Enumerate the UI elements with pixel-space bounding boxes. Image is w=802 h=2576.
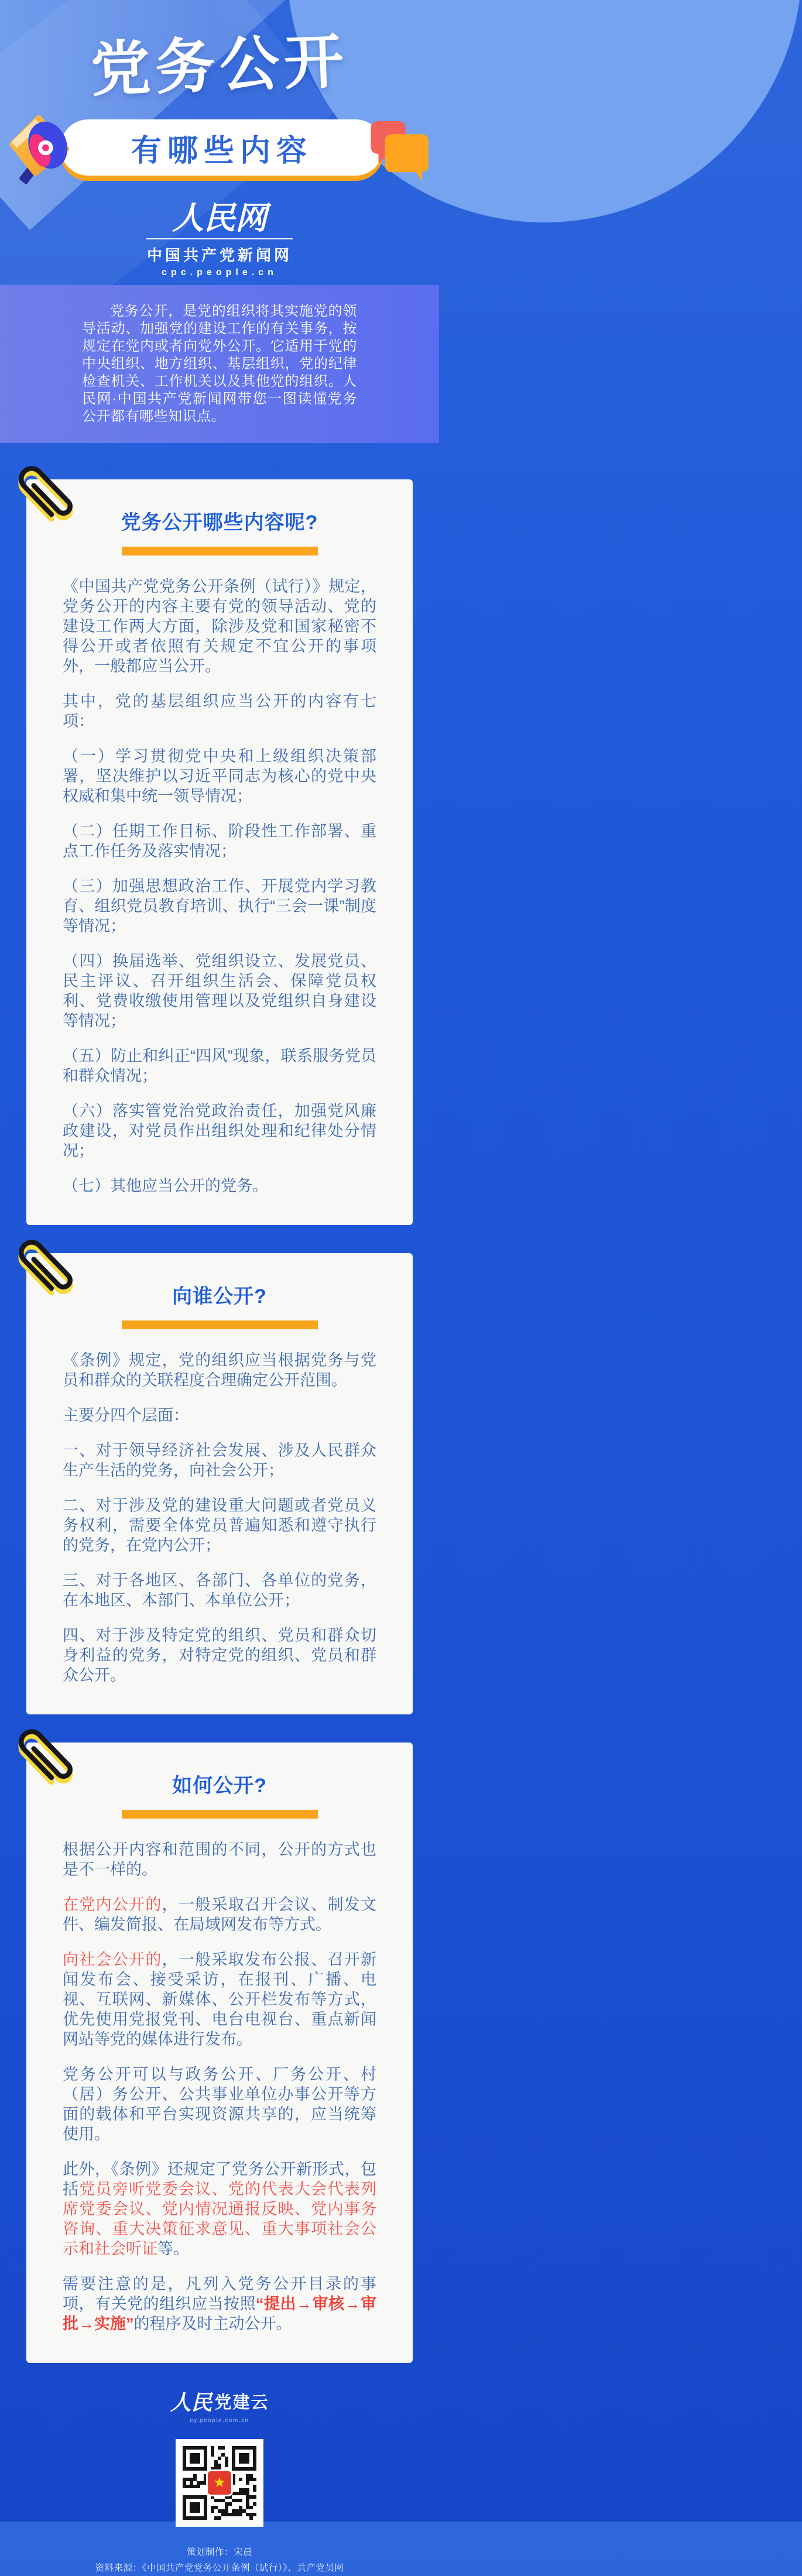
intro-text: 党务公开，是党的组织将其实施党的领导活动、加强党的建设工作的有关事务，按规定在党内或者向党外公开。它适用于党的中央组织、地方组织、基层组织，党的纪律检查机关、工作机关以及其他党的组织。人民网·中国共产党新闻网带您一图读懂党务公开都有哪些知识点。 xyxy=(82,303,357,424)
cards-container xyxy=(0,479,439,2363)
subtitle-banner xyxy=(60,119,383,176)
text-segment: （七）其他应当公开的党务。 xyxy=(63,1176,268,1195)
card-body xyxy=(63,1350,376,1685)
card-body xyxy=(63,1840,376,2334)
party-cloud-logo xyxy=(0,2386,439,2424)
card-paragraph xyxy=(63,1625,376,1685)
card-paragraph xyxy=(63,1440,376,1480)
subtitle-row xyxy=(0,110,439,185)
text-segment: 根据公开内容和范围的不同，公开的方式也是不一样的。 xyxy=(63,1840,376,1878)
info-card xyxy=(26,1743,413,2363)
card-paragraph xyxy=(63,1101,376,1161)
title-underline xyxy=(122,1810,318,1819)
card-paragraph xyxy=(63,2064,376,2144)
megaphone-icon xyxy=(5,109,80,186)
header xyxy=(0,0,439,278)
text-segment: （一）学习贯彻党中央和上级组织决策部署，坚决维护以习近平同志为核心的党中央权威和集中统一领导情况； xyxy=(63,747,376,805)
card-title: 如何公开? xyxy=(172,1774,267,1797)
text-segment: 等。 xyxy=(157,2239,189,2258)
title-underline xyxy=(122,1320,318,1329)
text-segment: 此外，《条例》还规定了党务公开新形式，包括 xyxy=(63,2160,376,2198)
cpc-news-url: cpc.people.cn xyxy=(162,267,277,277)
title-underline xyxy=(122,547,318,555)
text-segment: 党员旁听党委会议、党的代表大会代表列席党委会议、党内情况通报反映、党内事务咨询、重大决策征求意见、重大事项社会公示和社会听证 xyxy=(63,2180,377,2258)
text-segment: （三）加强思想政治工作、开展党内学习教育、组织党员教育培训、执行“三会一课”制度等情况； xyxy=(63,877,376,935)
card-paragraph xyxy=(63,1046,376,1086)
page-title: 党务公开 xyxy=(90,28,349,104)
credits xyxy=(0,2544,439,2576)
credit-producer: 策划制作：宋晨 xyxy=(186,2547,252,2557)
card-paragraph xyxy=(63,951,376,1031)
paperclip-icon xyxy=(18,1717,74,1790)
text-segment: 《中国共产党党务公开条例（试行）》规定，党务公开的内容主要有党的领导活动、党的建设工作两大方面，除涉及党和国家秘密不得公开或者依照有关规定不宜公开的事项外，一般都应当公开。 xyxy=(63,577,376,675)
text-segment: （四）换届选举、党组织设立、发展党员、民主评议、召开组织生活会、保障党员权利、党费收缴使用管理以及党组织自身建设等情况； xyxy=(63,952,376,1030)
card-paragraph xyxy=(63,1840,376,1879)
chat-bubbles-icon xyxy=(368,121,434,182)
card-paragraph xyxy=(63,1895,376,1934)
card-paragraph xyxy=(63,821,376,861)
card-paragraph xyxy=(63,1570,376,1610)
card-title: 向谁公开? xyxy=(172,1285,267,1308)
text-segment: （五）防止和纠正“四风”现象，联系服务党员和群众情况； xyxy=(63,1047,376,1085)
text-segment: 主要分四个层面： xyxy=(63,1406,189,1424)
text-segment: 四、对于涉及特定党的组织、党员和群众切身利益的党务，对特定党的组织、党员和群众公开。 xyxy=(63,1626,376,1684)
text-segment: （六）落实管党治党政治责任，加强党风廉政建设，对党员作出组织处理和纪律处分情况； xyxy=(63,1102,376,1160)
card-paragraph xyxy=(63,577,376,676)
card-body xyxy=(63,577,376,1196)
card-paragraph xyxy=(63,2274,376,2334)
intro-band xyxy=(0,285,439,443)
text-segment: 向社会公开的 xyxy=(63,1950,162,1968)
text-segment: ，一般采取召开会议、制发文件、编发简报、在局域网发布等方式。 xyxy=(63,1895,377,1933)
people-daily-logo xyxy=(0,201,439,278)
credit-source: 资料来源：《中国共产党党务公开条例（试行）》、共产党员网 xyxy=(95,2563,344,2573)
text-segment: 其中，党的基层组织应当公开的内容有七项： xyxy=(63,692,376,730)
card-paragraph xyxy=(63,746,376,806)
text-segment: ，一般采取发布公报、召开新闻发布会、接受采访，在报刊、广播、电视、互联网、新媒体、公开栏发布等方式，优先使用党报党刊、电台电视台、重点新闻网站等党的媒体进行发布。 xyxy=(63,1950,377,2048)
paperclip-icon xyxy=(18,1227,74,1301)
footer xyxy=(0,2386,439,2576)
party-cloud-logo-url: cy.people.com.cn xyxy=(190,2417,249,2424)
text-segment: 的程序及时主动公开。 xyxy=(133,2314,292,2333)
card-paragraph xyxy=(63,691,376,731)
party-cloud-logo-bold: 党建云 xyxy=(214,2393,269,2412)
card-paragraph xyxy=(63,876,376,936)
text-segment: “提出→审核→审批→实施” xyxy=(63,2294,376,2333)
text-segment: 需要注意的是，凡列入党务公开目录的事项，有关党的组织应当按照 xyxy=(63,2275,376,2313)
people-net-script: 人民网 xyxy=(146,201,293,239)
card-paragraph xyxy=(63,1950,376,2049)
card-paragraph xyxy=(63,2159,376,2259)
qr-code xyxy=(176,2439,263,2527)
card-paragraph xyxy=(63,1176,376,1196)
info-card xyxy=(26,479,413,1225)
cpc-news-site-name: 中国共产党新闻网 xyxy=(146,246,292,264)
text-segment: 党务公开可以与政务公开、厂务公开、村（居）务公开、公共事业单位办事公开等方面的载体和平台实现资源共享的，应当统筹使用。 xyxy=(63,2065,376,2143)
card-paragraph xyxy=(63,1495,376,1555)
text-segment: 三、对于各地区、各部门、各单位的党务，在本地区、本部门、本单位公开； xyxy=(63,1571,376,1609)
paperclip-icon xyxy=(18,454,74,527)
text-segment: 在党内公开的 xyxy=(63,1895,162,1913)
party-cloud-logo-script: 人民 xyxy=(170,2390,213,2415)
text-segment: 一、对于领导经济社会发展、涉及人民群众生产生活的党务，向社会公开； xyxy=(63,1441,376,1479)
info-card xyxy=(26,1253,413,1714)
party-emblem-icon: ★ xyxy=(206,2469,233,2496)
text-segment: （二）任期工作目标、阶段性工作部署、重点工作任务及落实情况； xyxy=(63,822,376,860)
subtitle-text: 有哪些内容 xyxy=(131,133,313,168)
text-segment: 《条例》规定，党的组织应当根据党务与党员和群众的关联程度合理确定公开范围。 xyxy=(63,1351,376,1389)
card-paragraph xyxy=(63,1405,376,1425)
text-segment: 二、对于涉及党的建设重大问题或者党员义务权利，需要全体党员普遍知悉和遵守执行的党务，在党内公开； xyxy=(63,1496,376,1554)
card-paragraph xyxy=(63,1350,376,1390)
card-title: 党务公开哪些内容呢? xyxy=(121,511,318,534)
